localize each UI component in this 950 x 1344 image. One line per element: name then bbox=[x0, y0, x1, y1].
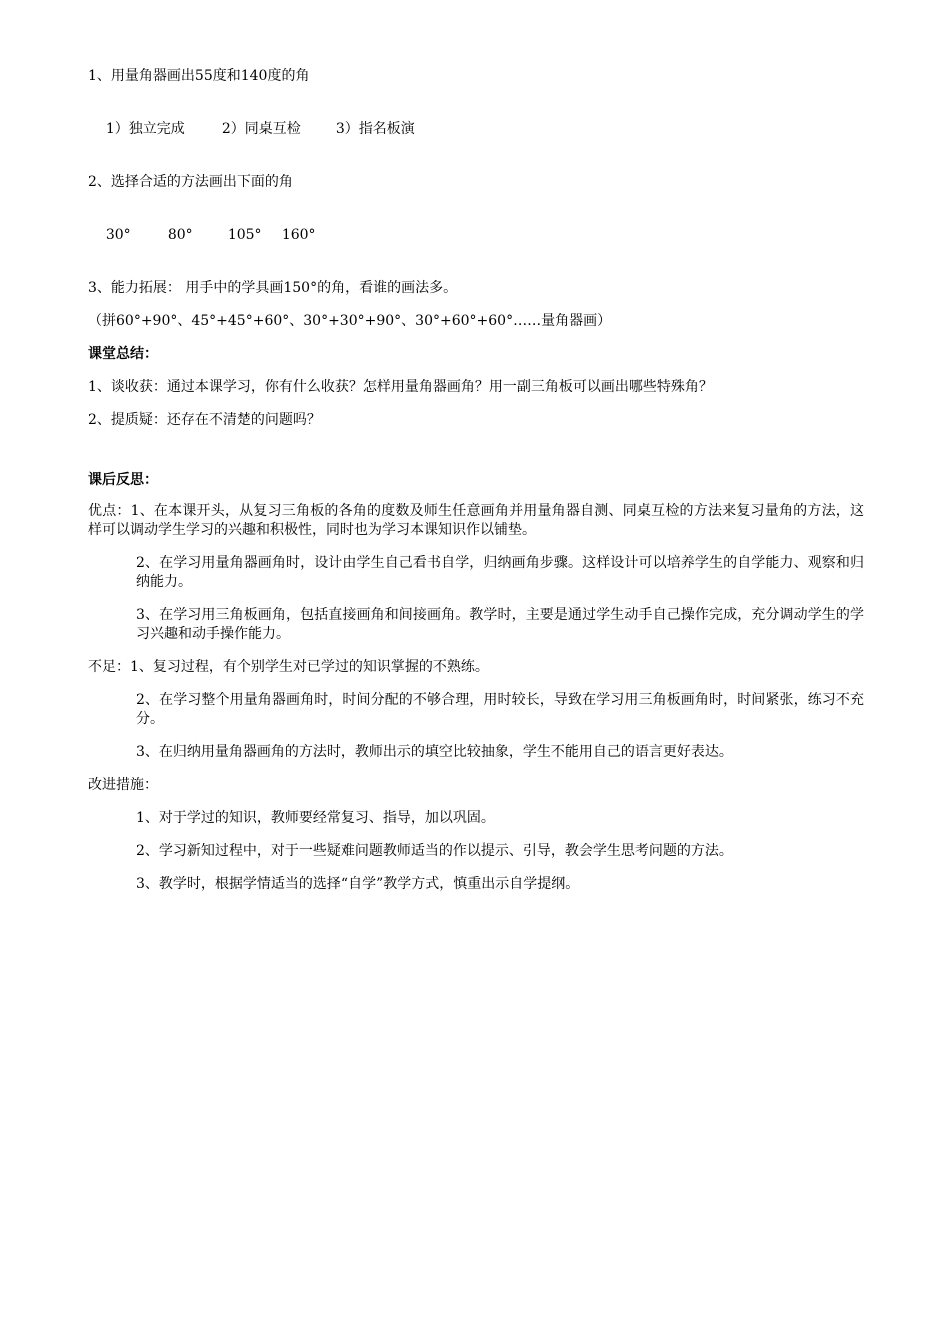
practice-item-3: 3、能力拓展： 用手中的学具画150°的角，看谁的画法多。 bbox=[88, 280, 458, 296]
summary-item-questions: 2、提质疑：还存在不清楚的问题吗？ bbox=[88, 412, 321, 428]
improvement-item-2: 2、学习新知过程中，对于一些疑难问题教师适当的作以提示、引导，教会学生思考问题的方法。 bbox=[136, 843, 733, 859]
practice-item-1: 1、用量角器画出55度和140度的角 bbox=[88, 68, 310, 84]
weakness-paragraph-3: 3、在归纳用量角器画角的方法时，教师出示的填空比较抽象，学生不能用自己的语言更好表达。 bbox=[136, 744, 733, 760]
strength-paragraph-2: 2、在学习用量角器画角时，设计由学生自己看书自学，归纳画角步骤。这样设计可以培养学生的自学能力、观察和归纳能力。 bbox=[136, 555, 864, 590]
angle-160: 160° bbox=[281, 227, 316, 243]
improvement-item-3: 3、教学时，根据学情适当的选择“自学”教学方式，慎重出示自学提纲。 bbox=[136, 876, 580, 892]
step-board-demo: 3）指名板演 bbox=[335, 121, 415, 137]
practice-item-2: 2、选择合适的方法画出下面的角 bbox=[88, 174, 293, 190]
angle-80: 80° bbox=[167, 227, 193, 243]
summary-heading: 课堂总结： bbox=[88, 346, 158, 362]
weakness-paragraph-2: 2、在学习整个用量角器画角时，时间分配的不够合理，用时较长，导致在学习用三角板画角时，时间紧张，练习不充分。 bbox=[136, 692, 864, 727]
summary-item-harvest: 1、谈收获：通过本课学习，你有什么收获？怎样用量角器画角？用一副三角板可以画出哪些特殊角？ bbox=[88, 379, 713, 395]
weakness-paragraph-1: 不足：1、复习过程，有个别学生对已学过的知识掌握的不熟练。 bbox=[88, 659, 489, 675]
step-independent: 1）独立完成 bbox=[105, 121, 185, 137]
angle-30: 30° bbox=[105, 227, 131, 243]
strength-paragraph-1: 优点：1、在本课开头，从复习三角板的各角的度数及师生任意画角并用量角器自测、同桌互检的方法来复习量角的方法，这样可以调动学生学习的兴趣和积极性，同时也为学习本课知识作以铺垫。 bbox=[88, 503, 864, 538]
angle-list bbox=[88, 205, 864, 265]
improvement-item-1: 1、对于学过的知识，教师要经常复习、指导，加以巩固。 bbox=[136, 810, 495, 826]
improvements-heading: 改进措施： bbox=[88, 777, 158, 793]
angle-105: 105° bbox=[227, 227, 262, 243]
step-peer-check: 2）同桌互检 bbox=[221, 121, 301, 137]
practice-steps bbox=[88, 99, 864, 159]
reflection-heading: 课后反思： bbox=[88, 472, 158, 488]
strength-paragraph-3: 3、在学习用三角板画角，包括直接画角和间接画角。教学时，主要是通过学生动手自己操作完成，充分调动学生的学习兴趣和动手操作能力。 bbox=[136, 607, 864, 642]
practice-item-3-note: （拼60°+90°、45°+45°+60°、30°+30°+90°、30°+60°+60°……量角器画） bbox=[88, 313, 612, 329]
document-page bbox=[88, 66, 864, 894]
